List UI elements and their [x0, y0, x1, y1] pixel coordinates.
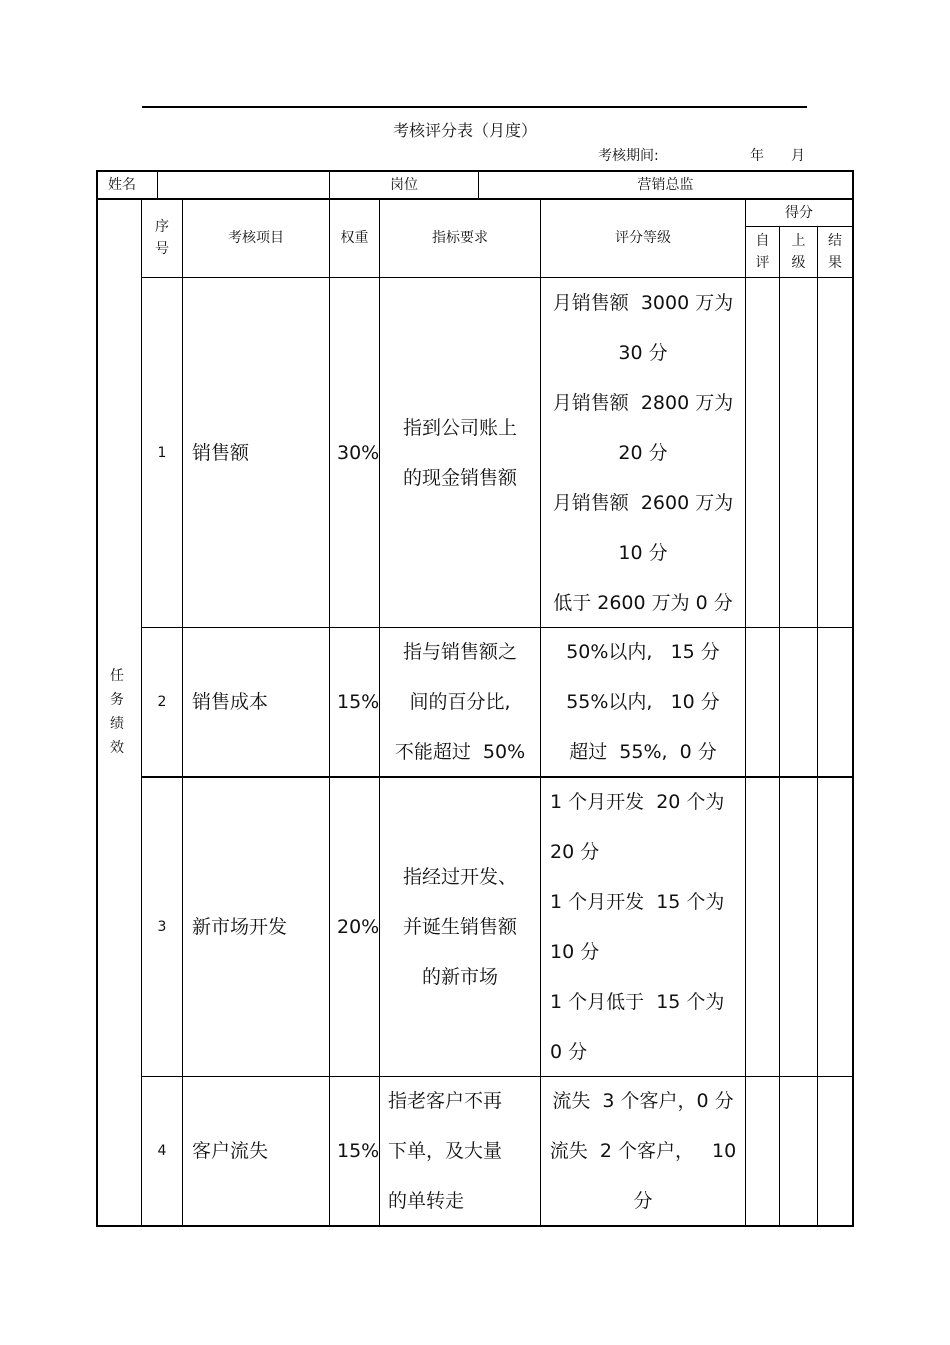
row-seq: 1	[157, 444, 167, 461]
page-title: 考核评分表（月度）	[392, 121, 537, 140]
result-score-cell[interactable]	[818, 1077, 852, 1225]
period-year-label: 年	[750, 148, 764, 164]
row-requirement: 指与销售额之 间的百分比, 不能超过 50%	[394, 641, 526, 763]
self-score-cell[interactable]	[746, 628, 779, 776]
column-header-superior: 上 级	[791, 233, 806, 271]
name-field	[158, 171, 329, 198]
row-grading: 1 个月开发 20 个为 20 分 1 个月开发 15 个为 10 分 1 个月低于 15 个为 0 分	[550, 791, 725, 1063]
row-requirement: 指经过开发、 并诞生销售额 的新市场	[402, 866, 517, 988]
self-score-cell[interactable]	[746, 1077, 779, 1225]
column-header-self: 自 评	[755, 233, 770, 271]
period-month-label: 月	[791, 148, 805, 164]
result-score-cell[interactable]	[818, 778, 852, 1076]
row-seq: 2	[157, 694, 167, 710]
column-header-score: 得分	[785, 204, 813, 221]
row-item: 客户流失	[192, 1140, 269, 1162]
row-grading: 流失 3 个客户，0 分 流失 2 个客户， 10 分	[549, 1090, 737, 1212]
row-weight: 30%	[337, 441, 380, 464]
row-grading: 50%以内, 15 分 55%以内, 10 分 超过 55%, 0 分	[566, 641, 720, 763]
top-rule	[142, 106, 807, 108]
row-seq: 3	[157, 919, 167, 935]
row-item: 销售成本	[192, 691, 269, 713]
column-header-grading: 评分等级	[615, 230, 671, 246]
row-grading: 月销售额 3000 万为 30 分 月销售额 2800 万为 20 分 月销售额 2600 万为 10 分 低于 2600 万为 0 分	[552, 291, 734, 614]
row-weight: 15%	[337, 691, 380, 713]
result-score-cell[interactable]	[818, 278, 852, 627]
column-header-item: 考核项目	[228, 230, 284, 246]
row-item: 新市场开发	[192, 916, 288, 938]
period-label: 考核期间:	[598, 148, 659, 164]
column-header-seq: 序 号	[155, 219, 169, 257]
position-value: 营销总监	[637, 176, 694, 193]
self-score-cell[interactable]	[746, 278, 779, 627]
row-weight: 20%	[337, 916, 380, 938]
name-label: 姓名	[108, 176, 136, 193]
row-item: 销售额	[192, 441, 250, 464]
row-weight: 15%	[337, 1140, 380, 1162]
superior-score-cell[interactable]	[780, 628, 817, 776]
superior-score-cell[interactable]	[780, 778, 817, 1076]
superior-score-cell[interactable]	[780, 278, 817, 627]
result-score-cell[interactable]	[818, 628, 852, 776]
self-score-cell[interactable]	[746, 778, 779, 1076]
column-header-requirement: 指标要求	[432, 230, 488, 246]
row-requirement: 指老客户不再 下单，及大量 的单转走	[388, 1090, 503, 1212]
superior-score-cell[interactable]	[780, 1077, 817, 1225]
row-seq: 4	[157, 1143, 167, 1159]
column-header-weight: 权重	[340, 230, 369, 246]
row-requirement: 指到公司账上 的现金销售额	[402, 416, 517, 489]
position-label: 岗位	[390, 176, 418, 193]
section-label-task-performance: 任 务 绩 效	[110, 668, 124, 756]
column-header-result: 结 果	[828, 233, 842, 271]
